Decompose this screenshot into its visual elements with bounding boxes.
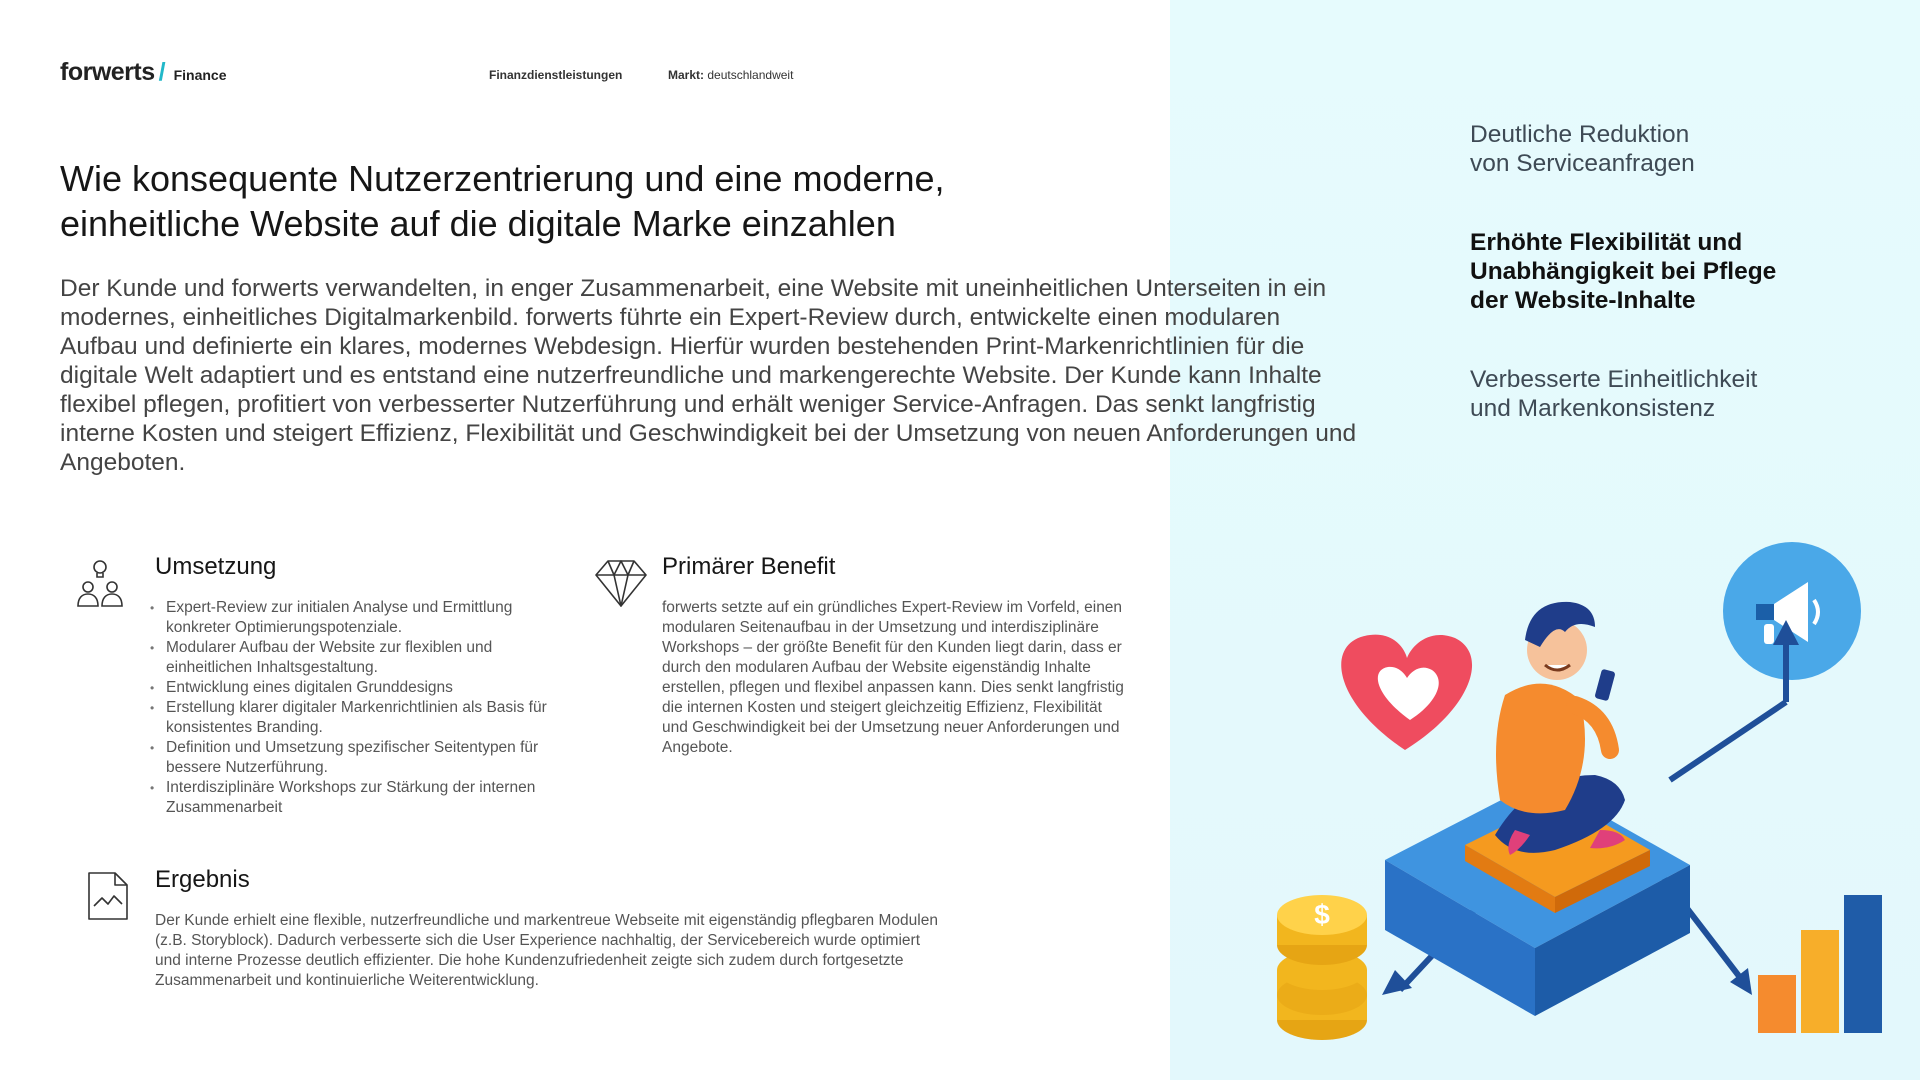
ergebnis-title: Ergebnis (155, 866, 250, 893)
page-title-line-2: einheitliche Website auf die digitale Marke einzahlen (60, 203, 896, 244)
logo-wordmark: forwerts (60, 58, 155, 86)
meta-market (668, 68, 793, 82)
page-title-line-1: Wie konsequente Nutzerzentrierung und eine moderne, (60, 158, 945, 199)
heart-icon (1341, 635, 1472, 750)
growth-illustration (1270, 530, 1920, 1050)
page-title (60, 156, 1160, 246)
coins-icon (1277, 895, 1367, 1040)
list-item: • Definition und Umsetzung spezifischer Seitentypen für bessere Nutzerführung. (150, 738, 570, 778)
benefit-text: forwerts setzte auf ein gründliches Expert-Review im Vorfeld, einen modularen Seitenaufbau in der Umsetzung und interdisziplinäre Workshops – der größte Benefit für den Kunden liegt darin, dass er durch den modularen Aufbau der Website eigenständig Inhalte erstellen, pflegen und flexibel anpassen kann. Dies senkt langfristig die internen Kosten und steigert gleichzeitig Effizienz, Flexibilität und Geschwindigkeit bei der Umsetzung neuer Anforderungen und Angebote. (662, 599, 1124, 756)
megaphone-icon (1723, 542, 1861, 680)
benefit-line: und Markenkonsistenz (1470, 395, 1716, 422)
benefit-line: der Website-Inhalte (1470, 287, 1696, 314)
logo-subbrand: Finance (173, 67, 227, 83)
benefit-title: Primärer Benefit (662, 553, 836, 580)
benefit-item-consistency (1470, 365, 1870, 423)
intro-paragraph: Der Kunde und forwerts verwandelten, in enger Zusammenarbeit, eine Website mit uneinheitlichen Unterseiten in ein modernes, einheitliches Digitalmarkenbild. forwerts führte ein Expert-Review durch, entwickelte einen modularen Aufbau und definierte ein klares, modernes Webdesign. Hierfür wurden bestehenden Print-Markenrichtlinien für die digitale Welt adaptiert und es entstand eine nutzerfreundliche und markengerechte Website. Der Kunde kann Inhalte flexibel pflegen, profitiert von verbesserter Nutzerführung und erhält weniger Service-Anfragen. Das senkt langfristig interne Kosten und steigert Effizienz, Flexibilität und Geschwindigkeit bei der Umsetzung von neuen Anforderungen und Angeboten. (60, 275, 1357, 476)
benefit-item-flexibility (1470, 228, 1870, 315)
benefit-line: Erhöhte Flexibilität und (1470, 229, 1743, 256)
person-icon (1495, 602, 1625, 855)
svg-text:$: $ (1314, 899, 1330, 930)
diamond-icon (594, 557, 648, 614)
list-item: • Modularer Aufbau der Website zur flexiblen und einheitlichen Inhaltsgestaltung. (150, 638, 570, 678)
ergebnis-text: Der Kunde erhielt eine flexible, nutzerfreundliche und markentreue Webseite mit eigenständig pflegbaren Modulen (z.B. Storyblock). Dadurch verbesserte sich die User Experience nachhaltig, der Servicebereich wurde optimiert und interne Prozesse deutlich effizienter. Die hohe Kundenzufriedenheit zeigte sich zudem durch fortgesetzte Zusammenarbeit und kontinuierliche Weiterentwicklung. (155, 912, 938, 989)
brand-logo[interactable] (60, 58, 227, 87)
market-label: Markt: (668, 68, 705, 82)
logo-slash: / (158, 58, 166, 86)
list-item: • Entwicklung eines digitalen Grunddesigns (150, 678, 570, 698)
document-chart-icon (86, 870, 130, 927)
list-item: • Erstellung klarer digitaler Markenrichtlinien als Basis für konsistentes Branding. (150, 698, 570, 738)
benefit-line: Unabhängigkeit bei Pflege (1470, 258, 1777, 285)
benefit-item-service-requests (1470, 120, 1870, 178)
benefit-line: Deutliche Reduktion (1470, 121, 1690, 148)
category-label: Finanzdienstleistungen (489, 68, 623, 82)
umsetzung-list (150, 598, 570, 818)
umsetzung-title: Umsetzung (155, 553, 277, 580)
bar-chart-icon (1758, 895, 1882, 1033)
list-item: • Interdisziplinäre Workshops zur Stärkung der internen Zusammenarbeit (150, 778, 570, 818)
benefit-line: von Serviceanfragen (1470, 150, 1695, 177)
benefit-line: Verbesserte Einheitlichkeit (1470, 366, 1758, 393)
list-item: • Expert-Review zur initialen Analyse und Ermittlung konkreter Optimierungspotenziale. (150, 598, 570, 638)
team-idea-icon (74, 557, 126, 614)
meta-category (489, 68, 622, 82)
market-value: deutschlandweit (707, 68, 794, 82)
